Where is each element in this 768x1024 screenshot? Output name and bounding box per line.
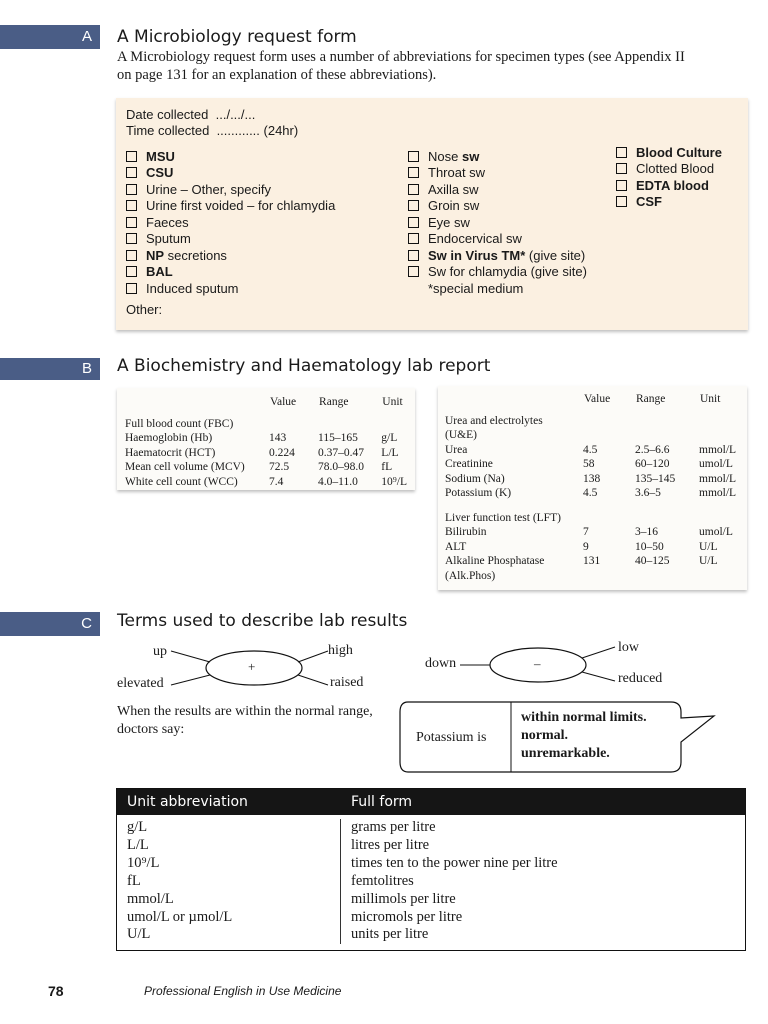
specimen-option[interactable] xyxy=(408,165,587,182)
label-bold: BAL xyxy=(146,264,173,280)
lab-value xyxy=(583,414,635,429)
checkbox[interactable] xyxy=(126,283,137,294)
unit-abbr: L/L xyxy=(127,836,149,853)
unit-abbr: U/L xyxy=(127,926,151,943)
book-title: Professional English in Use Medicine xyxy=(144,984,342,998)
label-bold: NP xyxy=(146,247,165,263)
label-text: Sputum xyxy=(146,231,191,247)
lab-value: 143 xyxy=(268,432,287,444)
lab-value: 9 xyxy=(583,540,589,553)
specimen-option[interactable] xyxy=(616,177,722,194)
lab-row xyxy=(445,443,746,458)
lab-value xyxy=(583,501,635,526)
date-value: .../.../... xyxy=(215,107,256,122)
checkbox[interactable] xyxy=(126,151,137,162)
specimen-label xyxy=(428,215,470,230)
unit-full-form: millimols per litre xyxy=(351,890,456,907)
lab-value: 4.5 xyxy=(583,487,598,499)
label-text: secretions xyxy=(164,247,227,263)
lab-value: 72.5 xyxy=(268,461,290,473)
specimen-option[interactable] xyxy=(126,264,335,281)
lab-row xyxy=(125,431,415,446)
lab-row xyxy=(445,569,746,584)
checkbox[interactable] xyxy=(126,200,137,211)
lab-value xyxy=(583,428,635,443)
lab-row xyxy=(445,428,746,443)
specimen-option[interactable] xyxy=(126,247,335,264)
date-label: Date collected xyxy=(126,107,209,122)
unit-table-header xyxy=(117,789,745,815)
minus-sign: – xyxy=(534,656,541,671)
section-c-title: Terms used to describe lab results xyxy=(117,611,408,631)
lab-range: 4.0–11.0 xyxy=(318,475,358,488)
checkbox[interactable] xyxy=(126,184,137,195)
lab-unit: fL xyxy=(381,461,393,473)
lab-row xyxy=(125,417,415,432)
specimen-option[interactable] xyxy=(616,194,722,211)
lab-row xyxy=(445,486,746,501)
specimen-label xyxy=(636,178,709,193)
normal-option: within normal limits. xyxy=(521,710,647,725)
page-number: 78 xyxy=(48,983,64,999)
section-a-letter: A xyxy=(81,28,92,45)
label-text: Sw for chlamydia (give site) xyxy=(428,264,587,280)
section-c-letter: C xyxy=(81,615,92,632)
lab-unit: L/L xyxy=(381,446,399,459)
specimen-label xyxy=(428,248,585,263)
unit-abbr: mmol/L xyxy=(127,890,174,907)
checkbox[interactable] xyxy=(126,167,137,178)
specimen-option[interactable] xyxy=(408,148,587,165)
full-form-header: Full form xyxy=(351,794,413,810)
lab-test: Full blood count (FBC) xyxy=(125,417,234,430)
label-text: Induced sputum xyxy=(146,280,239,296)
label-bold: CSU xyxy=(146,165,174,181)
specimen-option[interactable] xyxy=(616,144,722,161)
lab-value: 58 xyxy=(583,458,595,470)
biochemistry-report xyxy=(438,386,747,590)
label-text: Eye sw xyxy=(428,214,470,230)
checkbox[interactable] xyxy=(126,233,137,244)
bio-unit-header: Unit xyxy=(700,393,721,405)
lab-range: 40–125 xyxy=(635,555,670,567)
section-a-title: A Microbiology request form xyxy=(117,27,357,47)
lab-test: Sodium (Na) xyxy=(445,472,505,485)
normal-option: unremarkable. xyxy=(521,746,610,761)
normal-range-text: When the results are within the normal range, doctors say: xyxy=(117,704,373,737)
specimen-option[interactable] xyxy=(126,231,335,248)
checkbox[interactable] xyxy=(126,266,137,277)
section-c-tab xyxy=(0,612,100,636)
specimen-label xyxy=(428,182,479,197)
unit-abbr-header: Unit abbreviation xyxy=(127,794,248,810)
label-text: Throat sw xyxy=(428,165,486,181)
lab-unit: U/L xyxy=(699,555,718,567)
lab-range: 115–165 xyxy=(318,432,358,444)
specimen-label xyxy=(428,165,485,180)
section-a-intro: A Microbiology request form uses a number of abbreviations for specimen types (see Appendix II on page 131 for an explanation of these abbreviations). xyxy=(117,49,685,83)
unit-abbr: g/L xyxy=(127,819,148,835)
lab-value xyxy=(583,569,635,584)
lab-row xyxy=(445,472,746,487)
lab-test: White cell count (WCC) xyxy=(125,475,238,488)
bio-range-header: Range xyxy=(636,393,666,405)
lab-range xyxy=(635,501,699,526)
lab-row xyxy=(445,525,746,540)
specimen-option[interactable] xyxy=(126,165,335,182)
lab-row xyxy=(125,460,415,475)
checkbox[interactable] xyxy=(408,266,419,277)
checkbox[interactable] xyxy=(408,167,419,178)
label-bold: sw xyxy=(461,148,480,164)
lab-unit: mmol/L xyxy=(699,487,737,499)
specimen-option[interactable] xyxy=(126,280,335,297)
fbc-unit-header: Unit xyxy=(382,396,403,408)
specimen-label xyxy=(146,264,173,279)
checkbox[interactable] xyxy=(616,180,627,191)
specimen-label xyxy=(636,161,714,176)
label-bold: CSF xyxy=(636,194,662,210)
lab-value: 0.224 xyxy=(268,446,295,459)
other-field: Other: xyxy=(126,302,163,317)
lab-row xyxy=(445,540,746,555)
lab-test: Potassium (K) xyxy=(445,487,512,499)
specimen-label xyxy=(146,281,239,296)
label-text: Groin sw xyxy=(428,198,480,214)
unit-full-form: litres per litre xyxy=(351,836,430,853)
specimen-label xyxy=(146,182,271,197)
specimen-option[interactable] xyxy=(408,231,587,248)
specimen-option[interactable] xyxy=(126,148,335,165)
label-bold: EDTA blood xyxy=(636,177,709,193)
lab-range: 135–145 xyxy=(635,472,676,485)
lab-value: 131 xyxy=(583,555,601,567)
lab-test: (Alk.Phos) xyxy=(445,569,496,582)
specimen-label xyxy=(146,198,335,213)
lab-range xyxy=(635,569,699,584)
section-b-letter: B xyxy=(81,360,92,377)
specimen-label xyxy=(146,215,189,230)
section-b-title: A Biochemistry and Haematology lab report xyxy=(117,356,491,376)
specimen-label xyxy=(428,149,479,164)
lab-row xyxy=(125,446,415,461)
lab-range xyxy=(318,417,381,432)
lab-test: Haematocrit (HCT) xyxy=(125,446,216,459)
lab-test: Creatinine xyxy=(445,458,493,470)
lab-range xyxy=(635,428,699,443)
label-text: Urine first voided – for chlamydia xyxy=(146,198,336,214)
unit-abbreviation-table xyxy=(116,788,746,951)
specimen-label xyxy=(428,198,479,213)
label-text: (give site) xyxy=(525,247,586,263)
specimen-label xyxy=(146,248,227,263)
unit-full-form: units per litre xyxy=(351,926,429,943)
special-medium-note xyxy=(408,280,587,297)
lab-unit xyxy=(699,414,746,429)
lab-unit: mmol/L xyxy=(699,443,737,456)
lab-unit: mmol/L xyxy=(699,472,737,485)
plus-sign: + xyxy=(248,659,256,674)
label-bold: MSU xyxy=(146,148,175,164)
lab-range: 60–120 xyxy=(635,458,670,470)
label-text: Axilla sw xyxy=(428,181,479,197)
normal-options xyxy=(521,709,647,763)
lab-range: 3.6–5 xyxy=(635,487,661,499)
label-text: Clotted Blood xyxy=(636,161,715,177)
term-raised: raised xyxy=(330,675,364,690)
fbc-value-header: Value xyxy=(269,396,297,408)
checkbox[interactable] xyxy=(126,217,137,228)
checkbox[interactable] xyxy=(408,233,419,244)
unit-full-form: femtolitres xyxy=(351,872,414,889)
checkbox[interactable] xyxy=(616,163,627,174)
specimen-label xyxy=(146,165,173,180)
specimen-option[interactable] xyxy=(126,181,335,198)
checkbox[interactable] xyxy=(408,151,419,162)
lab-test: Urea xyxy=(445,443,468,456)
lab-test: Liver function test (LFT) xyxy=(445,511,561,524)
haematology-report xyxy=(117,388,415,490)
lab-test: Mean cell volume (MCV) xyxy=(125,461,245,473)
label-text: Faeces xyxy=(146,214,189,230)
lab-unit: 10⁹/L xyxy=(381,475,408,488)
lab-row xyxy=(445,414,746,429)
specimen-label xyxy=(428,231,522,246)
unit-full-form: micromols per litre xyxy=(351,908,463,925)
label-bold: Sw in Virus TM* xyxy=(428,247,526,263)
full-form-column xyxy=(341,819,558,944)
lab-test: (U&E) xyxy=(445,429,477,441)
lab-row xyxy=(125,475,415,490)
specimen-label xyxy=(146,149,175,164)
specimen-column-2 xyxy=(408,148,587,297)
lab-range: 78.0–98.0 xyxy=(318,461,365,473)
lab-unit xyxy=(699,569,746,584)
label-bold: Blood Culture xyxy=(636,144,722,160)
label-text: Endocervical sw xyxy=(428,231,522,247)
fbc-range-header: Range xyxy=(319,396,349,408)
time-value: ............ (24hr) xyxy=(216,123,299,138)
lab-row xyxy=(445,457,746,472)
note-text: *special medium xyxy=(428,280,524,296)
term-elevated: elevated xyxy=(117,676,164,691)
normal-option: normal. xyxy=(521,728,569,743)
section-a-tab xyxy=(0,25,100,49)
term-up: up xyxy=(153,644,167,659)
specimen-option[interactable] xyxy=(126,214,335,231)
term-high: high xyxy=(328,643,353,658)
checkbox[interactable] xyxy=(616,147,627,158)
unit-full-form: grams per litre xyxy=(351,819,436,835)
unit-full-form: times ten to the power nine per litre xyxy=(351,854,558,871)
lab-value: 138 xyxy=(583,472,601,485)
checkbox[interactable] xyxy=(408,184,419,195)
specimen-option[interactable] xyxy=(408,198,587,215)
unit-abbr-column xyxy=(117,819,341,944)
lab-range: 0.37–0.47 xyxy=(318,446,365,459)
specimen-label xyxy=(428,264,587,279)
lab-row xyxy=(445,554,746,569)
term-reduced: reduced xyxy=(618,671,663,686)
lab-unit xyxy=(699,501,746,526)
lab-value xyxy=(269,417,318,432)
lab-range: 2.5–6.6 xyxy=(635,443,670,456)
lab-test: Urea and electrolytes xyxy=(445,414,543,427)
microbiology-form xyxy=(116,98,748,330)
lab-test: Bilirubin xyxy=(445,526,487,538)
unit-abbr: umol/L or µmol/L xyxy=(127,908,233,925)
label-text: Nose xyxy=(428,148,462,164)
specimen-label xyxy=(636,145,722,160)
specimen-column-3 xyxy=(616,144,722,210)
lab-test: Alkaline Phosphatase xyxy=(445,555,545,567)
lab-unit: g/L xyxy=(381,432,398,444)
specimen-option[interactable] xyxy=(126,198,335,215)
lab-unit: U/L xyxy=(699,540,718,553)
section-b-tab xyxy=(0,358,100,380)
specimen-option[interactable] xyxy=(616,161,722,178)
lab-unit: umol/L xyxy=(699,526,733,538)
specimen-option[interactable] xyxy=(408,181,587,198)
label-text: Urine – Other, specify xyxy=(146,181,271,197)
lab-test: ALT xyxy=(445,540,467,553)
term-down: down xyxy=(425,656,457,671)
lab-range xyxy=(635,414,699,429)
unit-abbr: fL xyxy=(127,872,141,889)
unit-abbr: 10⁹/L xyxy=(127,854,160,871)
checkbox[interactable] xyxy=(408,250,419,261)
lab-unit xyxy=(381,417,415,432)
lab-value: 7 xyxy=(583,526,589,538)
lab-test: Haemoglobin (Hb) xyxy=(125,432,213,444)
checkbox[interactable] xyxy=(408,217,419,228)
lab-range: 3–16 xyxy=(635,526,658,538)
checkbox[interactable] xyxy=(408,200,419,211)
lab-value: 4.5 xyxy=(583,443,598,456)
checkbox[interactable] xyxy=(616,196,627,207)
specimen-label xyxy=(636,194,662,209)
time-collected xyxy=(126,123,298,138)
specimen-option[interactable] xyxy=(408,264,587,281)
term-low: low xyxy=(618,640,639,655)
lab-unit xyxy=(699,428,746,443)
potassium-is-label: Potassium is xyxy=(416,730,487,745)
lab-row xyxy=(445,501,746,526)
specimen-label xyxy=(146,231,191,246)
specimen-option[interactable] xyxy=(408,214,587,231)
lab-value: 7.4 xyxy=(268,475,284,488)
lab-range: 10–50 xyxy=(635,540,664,553)
checkbox[interactable] xyxy=(126,250,137,261)
time-label: Time collected xyxy=(126,123,210,138)
lab-unit: umol/L xyxy=(699,458,733,470)
date-collected xyxy=(126,107,255,122)
specimen-option[interactable] xyxy=(408,247,587,264)
bio-value-header: Value xyxy=(584,393,611,405)
specimen-column-1 xyxy=(126,148,335,297)
